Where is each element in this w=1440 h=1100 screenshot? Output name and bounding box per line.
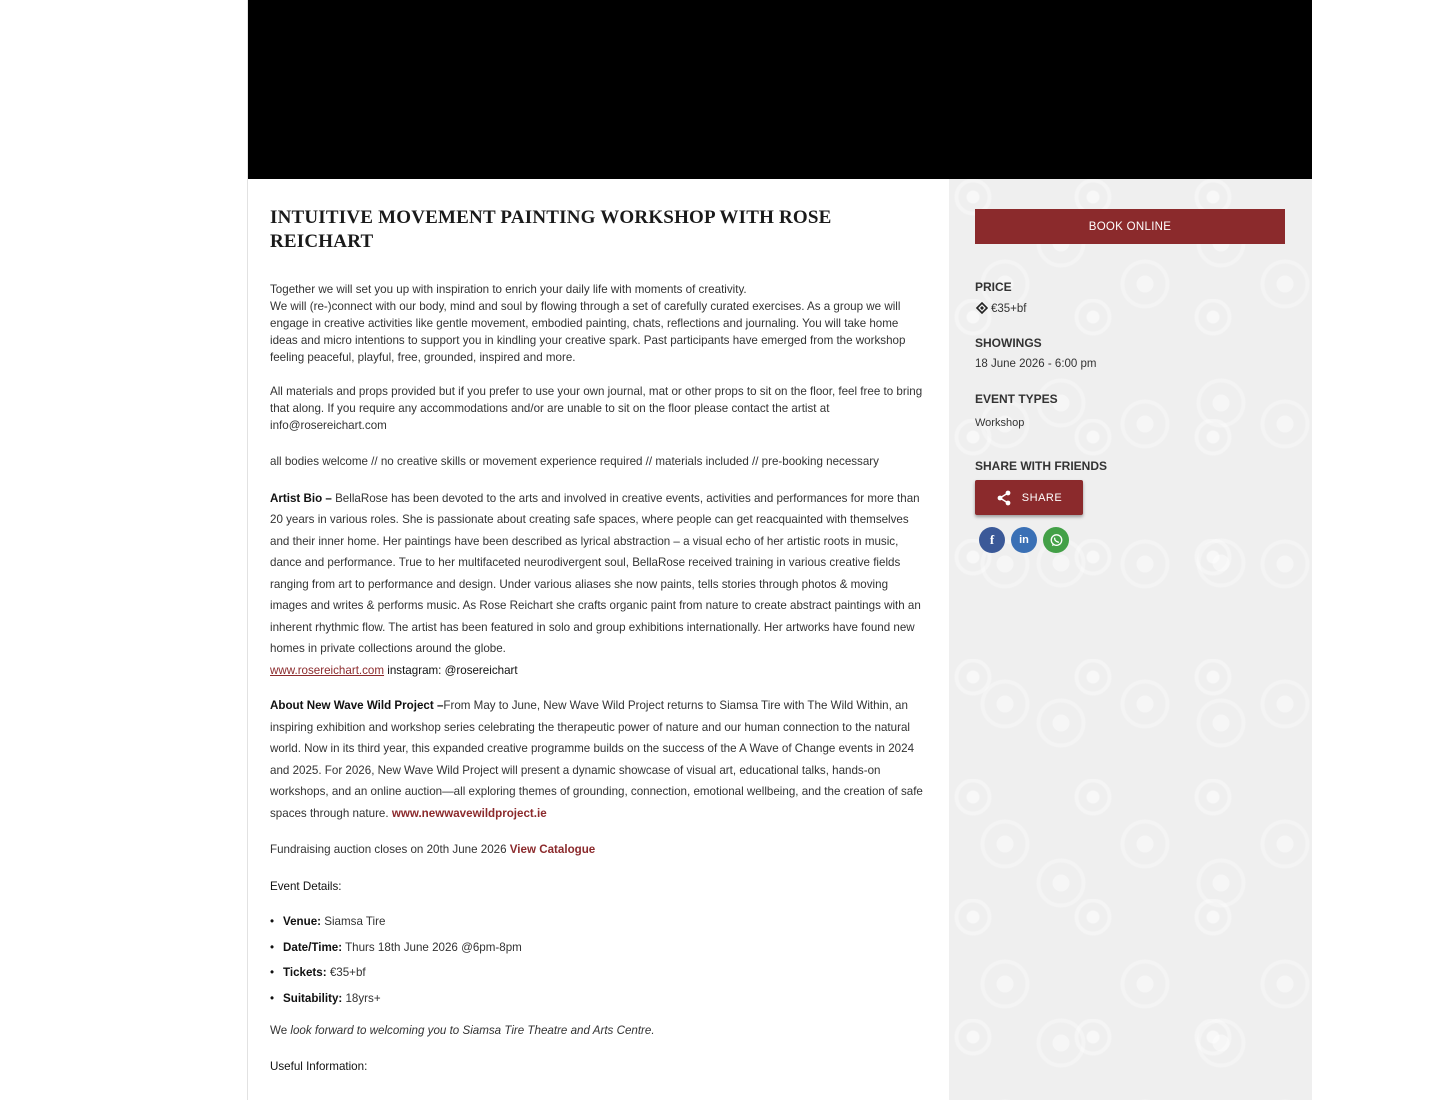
price-row xyxy=(975,302,1027,317)
artist-website-link[interactable]: www.rosereichart.com xyxy=(270,663,385,677)
book-online-button[interactable]: BOOK ONLINE xyxy=(975,209,1285,244)
closing-prefix: We xyxy=(270,1024,291,1037)
price-value: €35+bf xyxy=(991,303,1027,315)
share-button[interactable] xyxy=(975,480,1083,515)
showings-heading: SHOWINGS xyxy=(975,336,1042,350)
event-description xyxy=(270,281,925,1077)
bullet-icon: • xyxy=(270,966,275,979)
event-content xyxy=(270,179,925,1094)
bullet-icon: • xyxy=(270,991,275,1005)
intro-line: Together we will set you up with inspiration to enrich your daily life with moments of creativity. xyxy=(270,283,747,296)
detail-datetime: • Date/Time: Thurs 18th June 2026 @6pm-8pm xyxy=(270,935,925,961)
project-text: From May to June, New Wave Wild Project returns to Siamsa Tire with The Wild Within, an inspiring exhibition and workshop series celebrating the therapeutic power of nature and our human connection to the natural world. Now in its third year, this expanded creative programme builds on the success of the A Wave of Change events in 2024 and 2025. For 2026, New Wave Wild Project will present a dynamic showcase of visual art, educational talks, hands-on workshops, and an online auction—all exploring themes of grounding, connection, emotional wellbeing, and the creation of safe spaces through nature. xyxy=(270,699,923,820)
facebook-icon[interactable]: f xyxy=(979,527,1005,553)
event-details-heading: Event Details: xyxy=(270,879,342,893)
page-frame xyxy=(247,0,1312,1100)
fundraising-text: Fundraising auction closes on 20th June 2026 xyxy=(270,843,510,856)
detail-tickets: • Tickets: €35+bf xyxy=(270,960,925,986)
project-paragraph xyxy=(270,695,925,824)
linkedin-icon[interactable]: in xyxy=(1011,527,1037,553)
project-website-link[interactable]: www.newwavewildproject.ie xyxy=(391,806,547,820)
event-sidebar xyxy=(949,179,1312,1100)
artist-links xyxy=(270,660,925,682)
event-types-heading: EVENT TYPES xyxy=(975,392,1058,406)
bullet-icon: • xyxy=(270,915,275,928)
showings-value: 18 June 2026 - 6:00 pm xyxy=(975,358,1097,370)
event-type-value[interactable]: Workshop xyxy=(975,417,1025,429)
intro-paragraph: We will (re-)connect with our body, mind and soul by flowing through a set of carefully curated exercises. As a group we will engage in creative activities like gentle movement, embodied painting, chats, reflections and journaling. You will take home ideas and micro intentions to support you in kindling your creative spark. Past participants have emerged from the workshop feeling peaceful, playful, free, grounded, inspired and more. xyxy=(270,300,906,364)
share-label: SHARE xyxy=(1021,491,1063,504)
fundraising-line xyxy=(270,839,925,861)
project-label: About New Wave Wild Project – xyxy=(270,699,444,712)
whatsapp-icon[interactable] xyxy=(1043,527,1069,553)
welcome-paragraph: all bodies welcome // no creative skills or movement experience required // materials included // pre-booking necessary xyxy=(270,455,879,468)
instagram-handle: instagram: @rosereichart xyxy=(384,663,518,677)
event-title: INTUITIVE MOVEMENT PAINTING WORKSHOP WITH ROSE REICHART xyxy=(270,207,832,252)
price-heading: PRICE xyxy=(975,280,1012,294)
view-catalogue-link[interactable]: View Catalogue xyxy=(509,843,596,856)
ticket-icon xyxy=(975,302,988,317)
artist-bio-paragraph xyxy=(270,488,925,660)
closing-line xyxy=(270,1020,925,1042)
share-heading: SHARE WITH FRIENDS xyxy=(975,459,1107,473)
artist-bio-text: BellaRose has been devoted to the arts and involved in creative events, activities and performances for more than 20 years in various roles. She is passionate about creating safe spaces, where people can get reacquainted with themselves and their inner home. Her paintings have been described as lyrical abstraction – a visual echo of her artistic roots in music, dance and performance. True to her multifaceted neurodivergent soul, BellaRose received training in various creative fields ranging from art to performance and design. Under various aliases she now paints, tells stories through photos & moving images and writes & performs music. As Rose Reichart she crafts organic paint from nature to create abstract paintings with an inherent rhythmic flow. The artist has been featured in solo and group exhibitions internationally. Her artworks have found new homes in private collections around the globe. xyxy=(270,491,921,655)
event-details-list xyxy=(270,909,925,1011)
artist-bio-label: Artist Bio – xyxy=(270,491,336,505)
bullet-icon: • xyxy=(270,940,275,954)
materials-paragraph: All materials and props provided but if you prefer to use your own journal, mat or other props to sit on the floor, feel free to bring that along. If you require any accommodations and/or are unable to sit on the floor please contact the artist at info@rosereichart.com xyxy=(270,385,923,432)
detail-venue: • Venue: Siamsa Tire xyxy=(270,909,925,935)
detail-suitability: • Suitability: 18yrs+ xyxy=(270,986,925,1012)
hero-video[interactable] xyxy=(248,0,1312,179)
useful-info-heading: Useful Information: xyxy=(270,1059,368,1073)
closing-text: look forward to welcoming you to Siamsa Tire Theatre and Arts Centre. xyxy=(290,1024,655,1037)
share-icon xyxy=(996,490,1012,506)
